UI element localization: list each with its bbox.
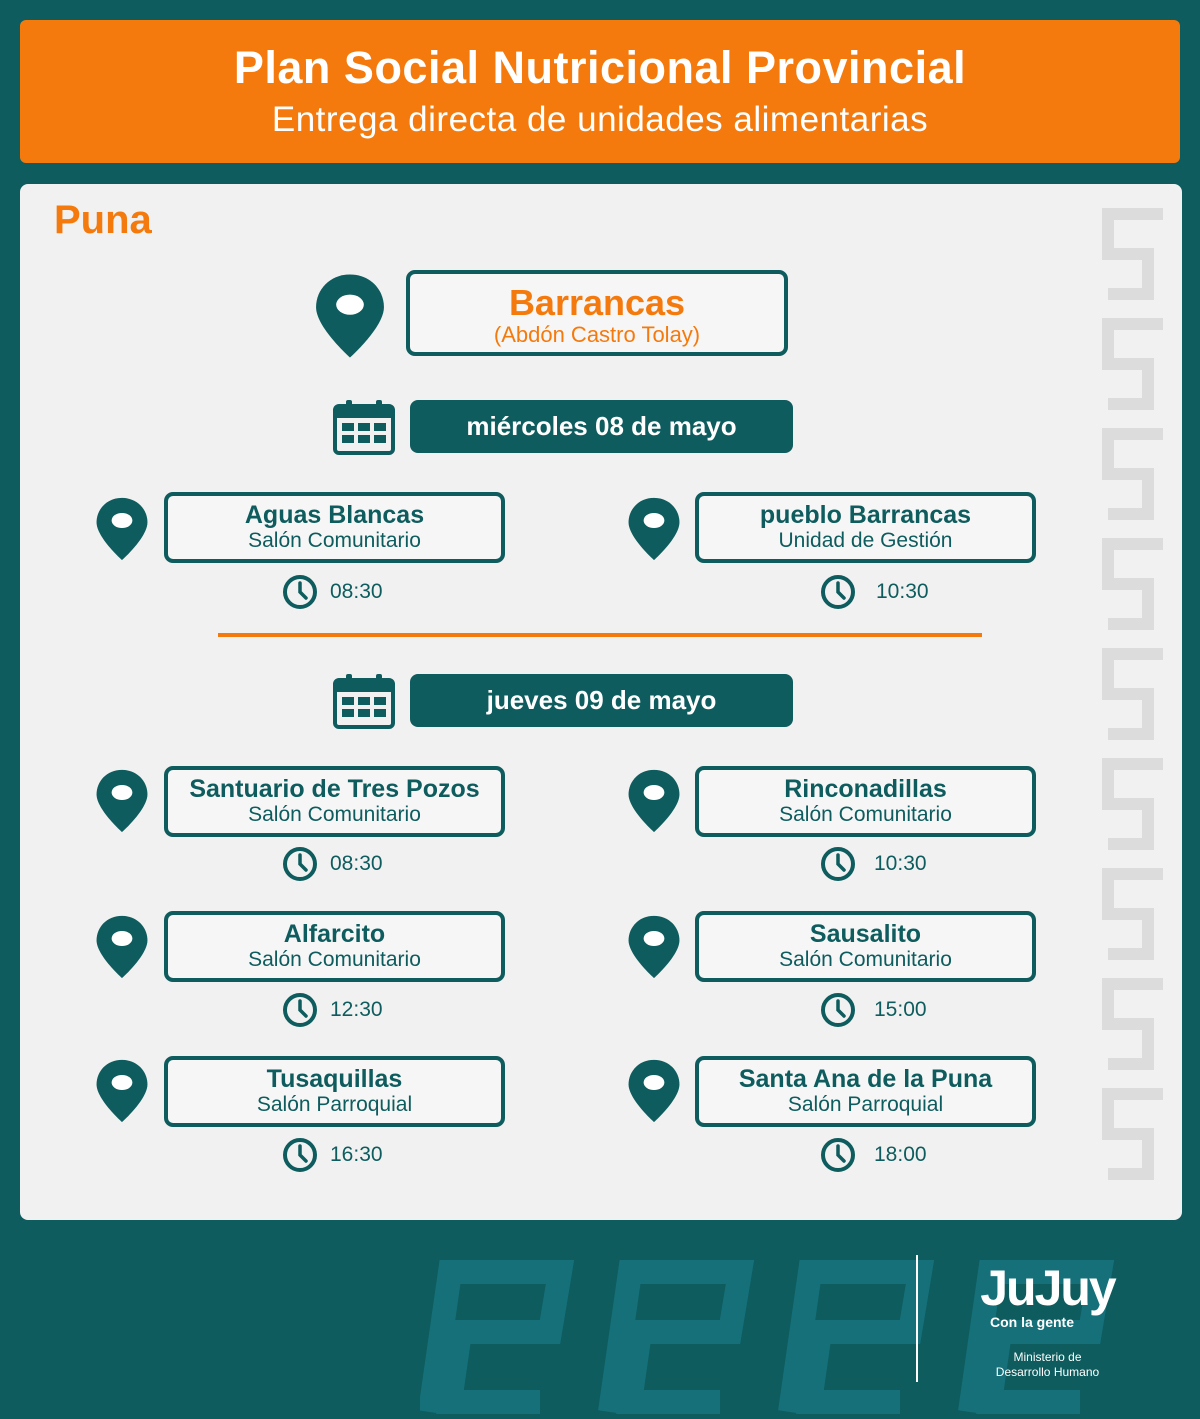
time-value: 08:30 <box>330 580 383 603</box>
location-box <box>695 492 1036 563</box>
page-subtitle: Entrega directa de unidades alimentarias <box>271 100 929 139</box>
map-pin-icon <box>622 496 686 562</box>
logo-brand: JuJuy <box>980 1260 1115 1316</box>
location-name: Sausalito <box>809 920 922 948</box>
location-name: Tusaquillas <box>266 1065 403 1093</box>
date-label-day-1: miércoles 08 de mayo <box>410 400 793 453</box>
location-name: Santa Ana de la Puna <box>738 1065 993 1093</box>
time-slot <box>820 992 927 1028</box>
location-box <box>695 1056 1036 1127</box>
main-location-detail: (Abdón Castro Tolay) <box>493 322 701 347</box>
location-box <box>164 766 505 837</box>
location-name: Alfarcito <box>283 920 386 948</box>
footer-divider <box>916 1255 918 1382</box>
location-name: Aguas Blancas <box>244 501 425 529</box>
header-banner <box>20 20 1180 163</box>
clock-icon <box>820 992 856 1028</box>
location-box <box>695 766 1036 837</box>
main-location-name: Barrancas <box>508 282 686 323</box>
time-value: 15:00 <box>874 998 927 1021</box>
time-value: 10:30 <box>874 852 927 875</box>
time-slot <box>820 574 929 610</box>
map-pin-icon <box>622 768 686 834</box>
time-value: 18:00 <box>874 1143 927 1166</box>
location-box <box>164 911 505 982</box>
location-box <box>164 1056 505 1127</box>
location-venue: Salón Comunitario <box>779 948 952 971</box>
location-venue: Unidad de Gestión <box>778 529 953 552</box>
time-slot <box>820 846 927 882</box>
clock-icon <box>282 992 318 1028</box>
ministry-line-2: Desarrollo Humano <box>995 1365 1100 1379</box>
location-box <box>164 492 505 563</box>
time-slot <box>282 574 383 610</box>
clock-icon <box>282 574 318 610</box>
time-slot <box>282 1137 383 1173</box>
time-value: 08:30 <box>330 852 383 875</box>
map-pin-icon <box>90 768 154 834</box>
location-venue: Salón Comunitario <box>779 803 952 826</box>
logo-tagline: Con la gente <box>990 1314 1075 1330</box>
time-slot <box>820 1137 927 1173</box>
location-venue: Salón Parroquial <box>787 1093 944 1116</box>
location-name: pueblo Barrancas <box>759 501 972 529</box>
decorative-pattern <box>1088 204 1168 1204</box>
location-venue: Salón Parroquial <box>256 1093 413 1116</box>
ministry-line-1: Ministerio de <box>1013 1350 1082 1364</box>
section-divider <box>218 633 982 637</box>
map-pin-icon <box>622 1058 686 1124</box>
date-label-day-2: jueves 09 de mayo <box>410 674 793 727</box>
clock-icon <box>820 1137 856 1173</box>
time-slot <box>282 992 383 1028</box>
main-location-box <box>406 270 788 356</box>
location-venue: Salón Comunitario <box>248 948 421 971</box>
map-pin-icon <box>312 272 388 360</box>
region-title: Puna <box>54 198 152 242</box>
time-slot <box>282 846 383 882</box>
time-value: 12:30 <box>330 998 383 1021</box>
map-pin-icon <box>90 914 154 980</box>
time-value: 16:30 <box>330 1143 383 1166</box>
location-venue: Salón Comunitario <box>248 529 421 552</box>
clock-icon <box>282 1137 318 1173</box>
ministry-name <box>960 1350 1135 1380</box>
clock-icon <box>820 574 856 610</box>
location-venue: Salón Comunitario <box>248 803 421 826</box>
schedule-card <box>20 184 1182 1220</box>
map-pin-icon <box>622 914 686 980</box>
clock-icon <box>820 846 856 882</box>
calendar-icon <box>332 672 396 730</box>
map-pin-icon <box>90 1058 154 1124</box>
time-value: 10:30 <box>876 580 929 603</box>
clock-icon <box>282 846 318 882</box>
calendar-icon <box>332 398 396 456</box>
jujuy-logo <box>960 1262 1135 1380</box>
page-title: Plan Social Nutricional Provincial <box>233 42 967 93</box>
location-box <box>695 911 1036 982</box>
location-name: Rinconadillas <box>784 775 947 803</box>
location-name: Santuario de Tres Pozos <box>189 775 480 803</box>
map-pin-icon <box>90 496 154 562</box>
